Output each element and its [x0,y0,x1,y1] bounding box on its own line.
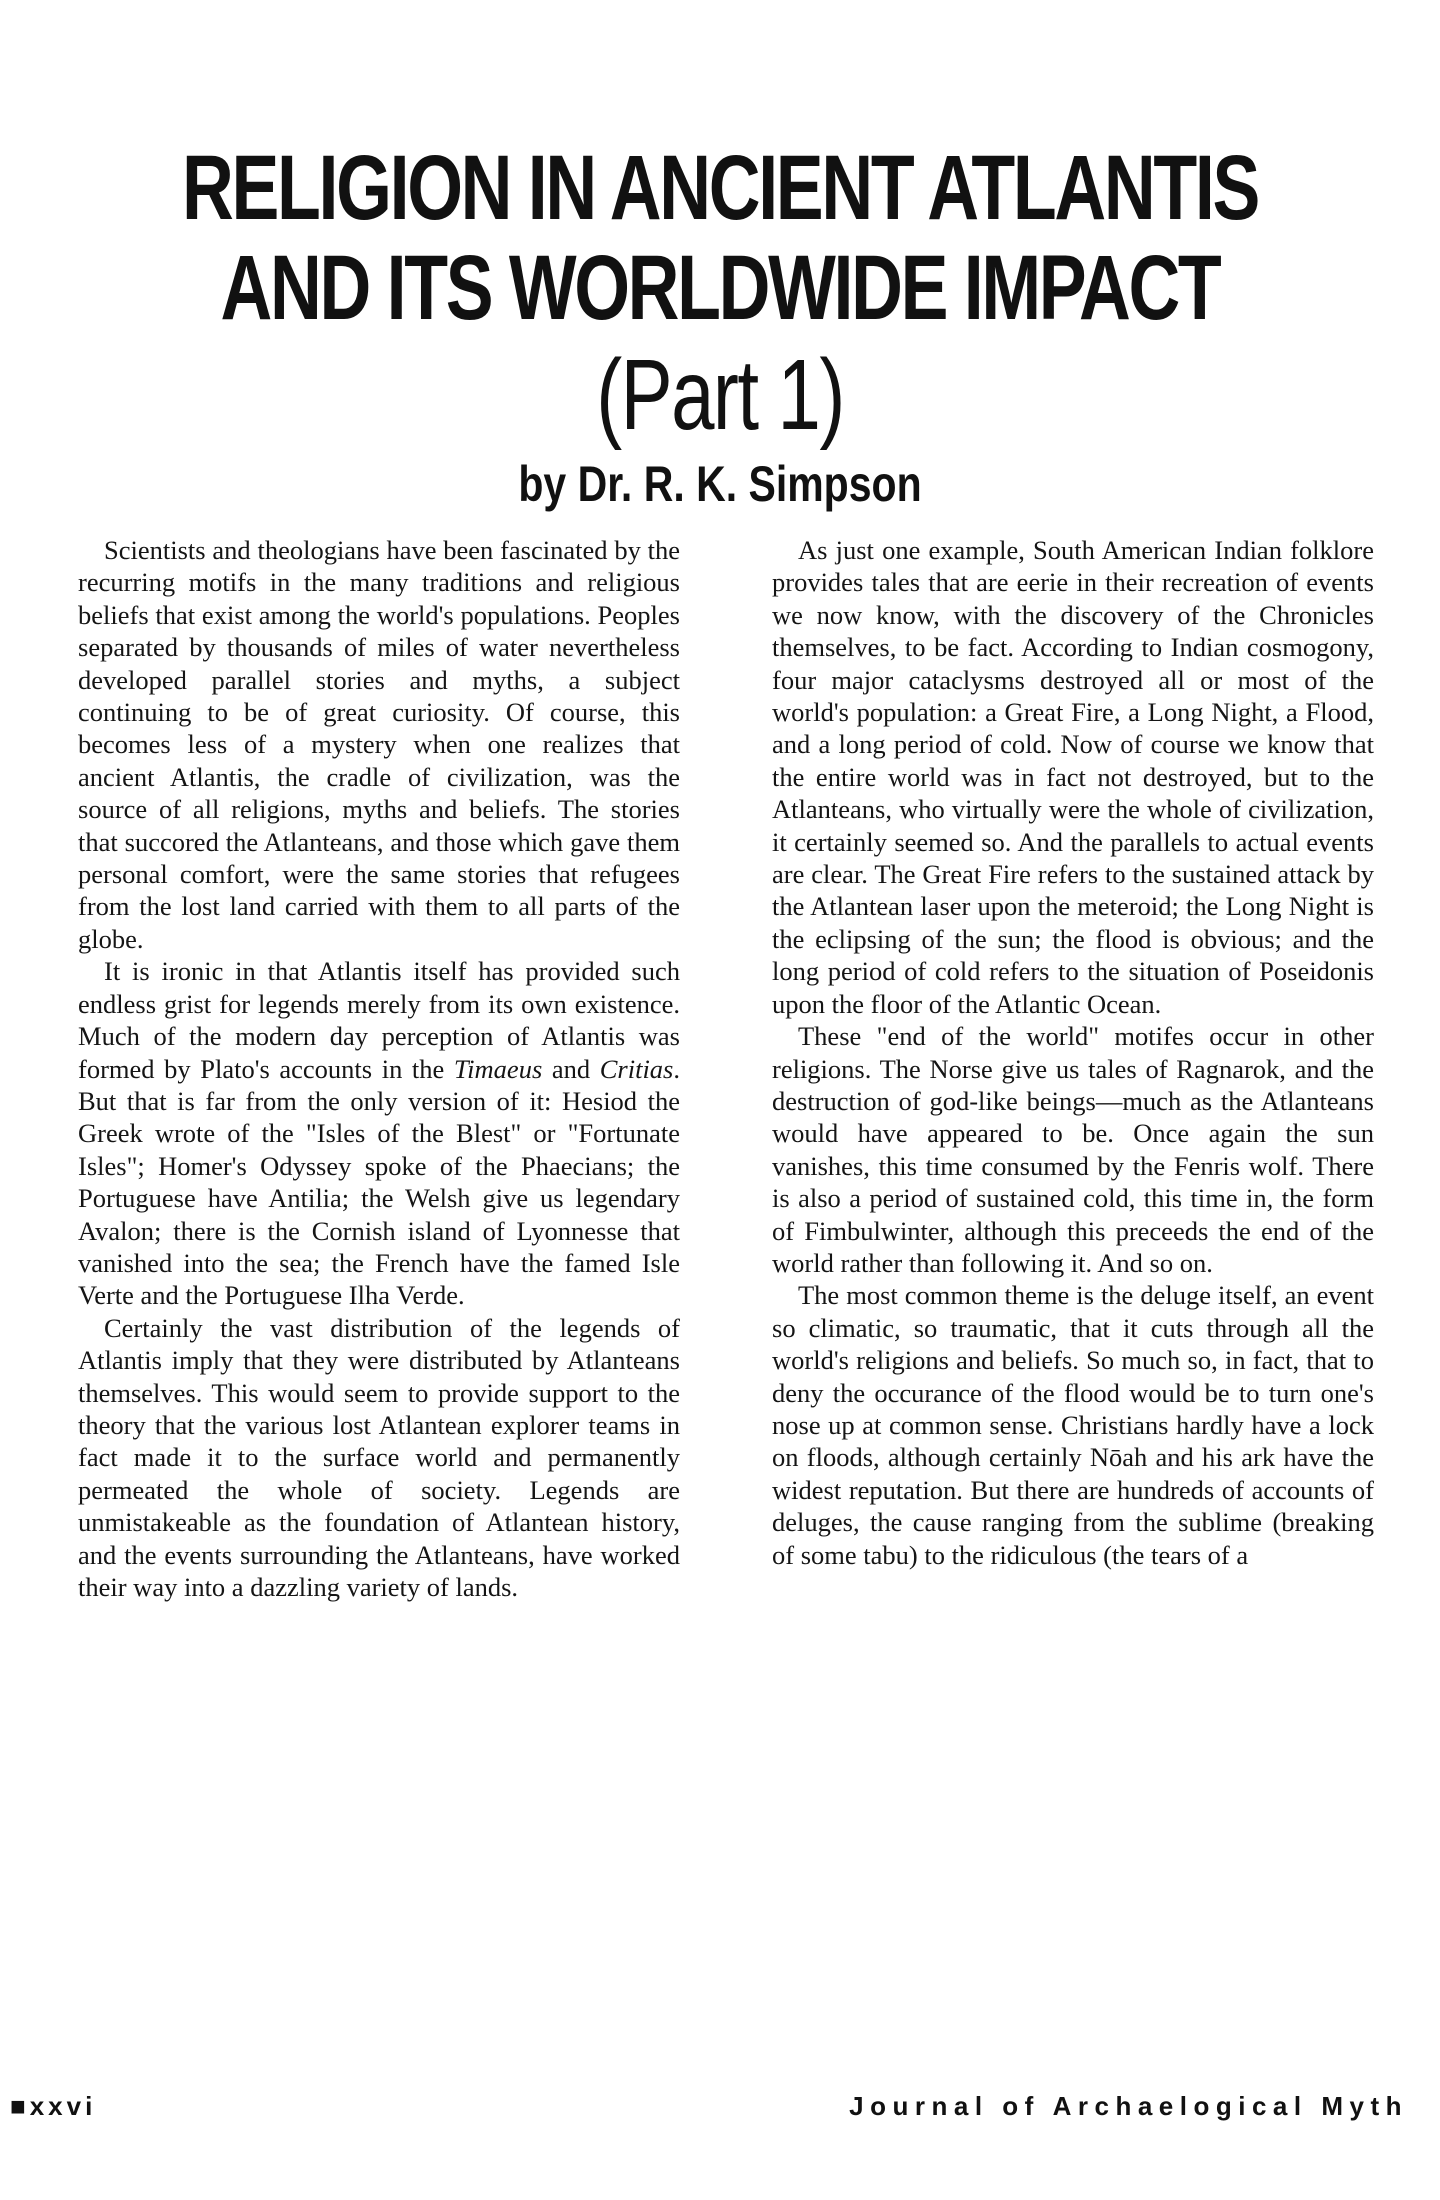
left-text-column [78,534,680,1603]
paragraph: Certainly the vast distribution of the legends of Atlantis imply that they were distributed by Atlanteans themselves. This would seem to provide support to the theory that the various lost Atlantean explorer teams in fact made it to the surface world and permanently permeated the whole of society. Legends are unmistakeable as the foundation of Atlantean history, and the events surrounding the Atlanteans, have worked their way into a dazzling variety of lands. [78,1312,680,1602]
right-text-column [772,534,1374,1571]
article-title-line-2: AND ITS WORLDWIDE IMPACT [220,237,1220,339]
paragraph: Scientists and theologians have been fascinated by the recurring motifs in the many traditions and religious beliefs that exist among the world's populations. Peoples separated by thousands of miles of water nevertheless developed parallel stories and myths, a subject continuing to be of great curiosity. Of course, this becomes less of a mystery when one realizes that ancient Atlantis, the cradle of civilization, was the source of all religions, myths and beliefs. The stories that succored the Atlanteans, and those which gave them personal comfort, were the same stories that refugees from the lost land carried with them to all parts of the globe. [78,535,680,954]
article-title-part: (Part 1) [596,339,844,451]
paragraph-text: and [542,1053,600,1084]
book-title-critias: Critias [599,1053,674,1084]
paragraph [78,955,680,1311]
page-number-marker: ■ [10,2091,30,2121]
journal-name: Journal of Archaelogical Myth [849,2091,1408,2121]
paragraph: As just one example, South American Indian folklore provides tales that are eerie in their recreation of events we now know, with the discovery of the Chronicles themselves, to be fact. According to Indian cosmogony, four major cataclysms destroyed all or most of the world's population: a Great Fire, a Long Night, a Flood, and a long period of cold. Now of course we know that the entire world was in fact not destroyed, but to the Atlanteans, who virtually were the whole of civilization, it certainly seemed so. And the parallels to actual events are clear. The Great Fire refers to the sustained attack by the Atlantean laser upon the meteroid; the Long Night is the eclipsing of the sun; the flood is obvious; and the long period of cold refers to the situation of Poseidonis upon the floor of the Atlantic Ocean. [772,535,1374,1019]
article-title-line-1: RELIGION IN ANCIENT ATLANTIS [182,137,1258,239]
paragraph: These "end of the world" motifes occur in other religions. The Norse give us tales of Ragnarok, and the destruction of god-like beings—much as the Atlanteans would have appeared to be. Once again the sun vanishes, this time consumed by the Fenris wolf. There is also a period of sustained cold, this time in, the form of Fimbulwinter, although this preceeds the end of the world rather than following it. And so on. [772,1021,1374,1278]
paragraph-text: It is ironic in that Atlantis itself has provided such endless grist for legends merely from its own existence. Much of the modern day perception of Atlantis was formed by Plato's accounts in the [78,956,680,1084]
page-number [10,2090,96,2122]
book-title-timaeus: Timaeus [453,1053,543,1084]
paragraph-text: . But that is far from the only version of it: Hesiod the Greek wrote of the "Isles of the Blest" or "Fortunate Isles"; Homer's Odyssey spoke of the Phaecians; the Portuguese have Antilia; the Welsh give us legendary Avalon; there is the Cornish island of Lyonnesse that vanished into the sea; the French have the famed Isle Verte and the Portuguese Ilha Verde. [78,1053,680,1311]
page-number-text: xxvi [29,2091,97,2121]
author-byline: by Dr. R. K. Simpson [518,456,922,512]
paragraph: The most common theme is the deluge itself, an event so climatic, so traumatic, that it cuts through all the world's religions and beliefs. So much so, in fact, that to deny the occurance of the flood would be to turn one's nose up at common sense. Christians hardly have a lock on floods, although certainly Nōah and his ark have the widest reputation. But there are hundreds of accounts of deluges, the cause ranging from the sublime (breaking of some tabu) to the ridiculous (the tears of a [772,1280,1374,1570]
